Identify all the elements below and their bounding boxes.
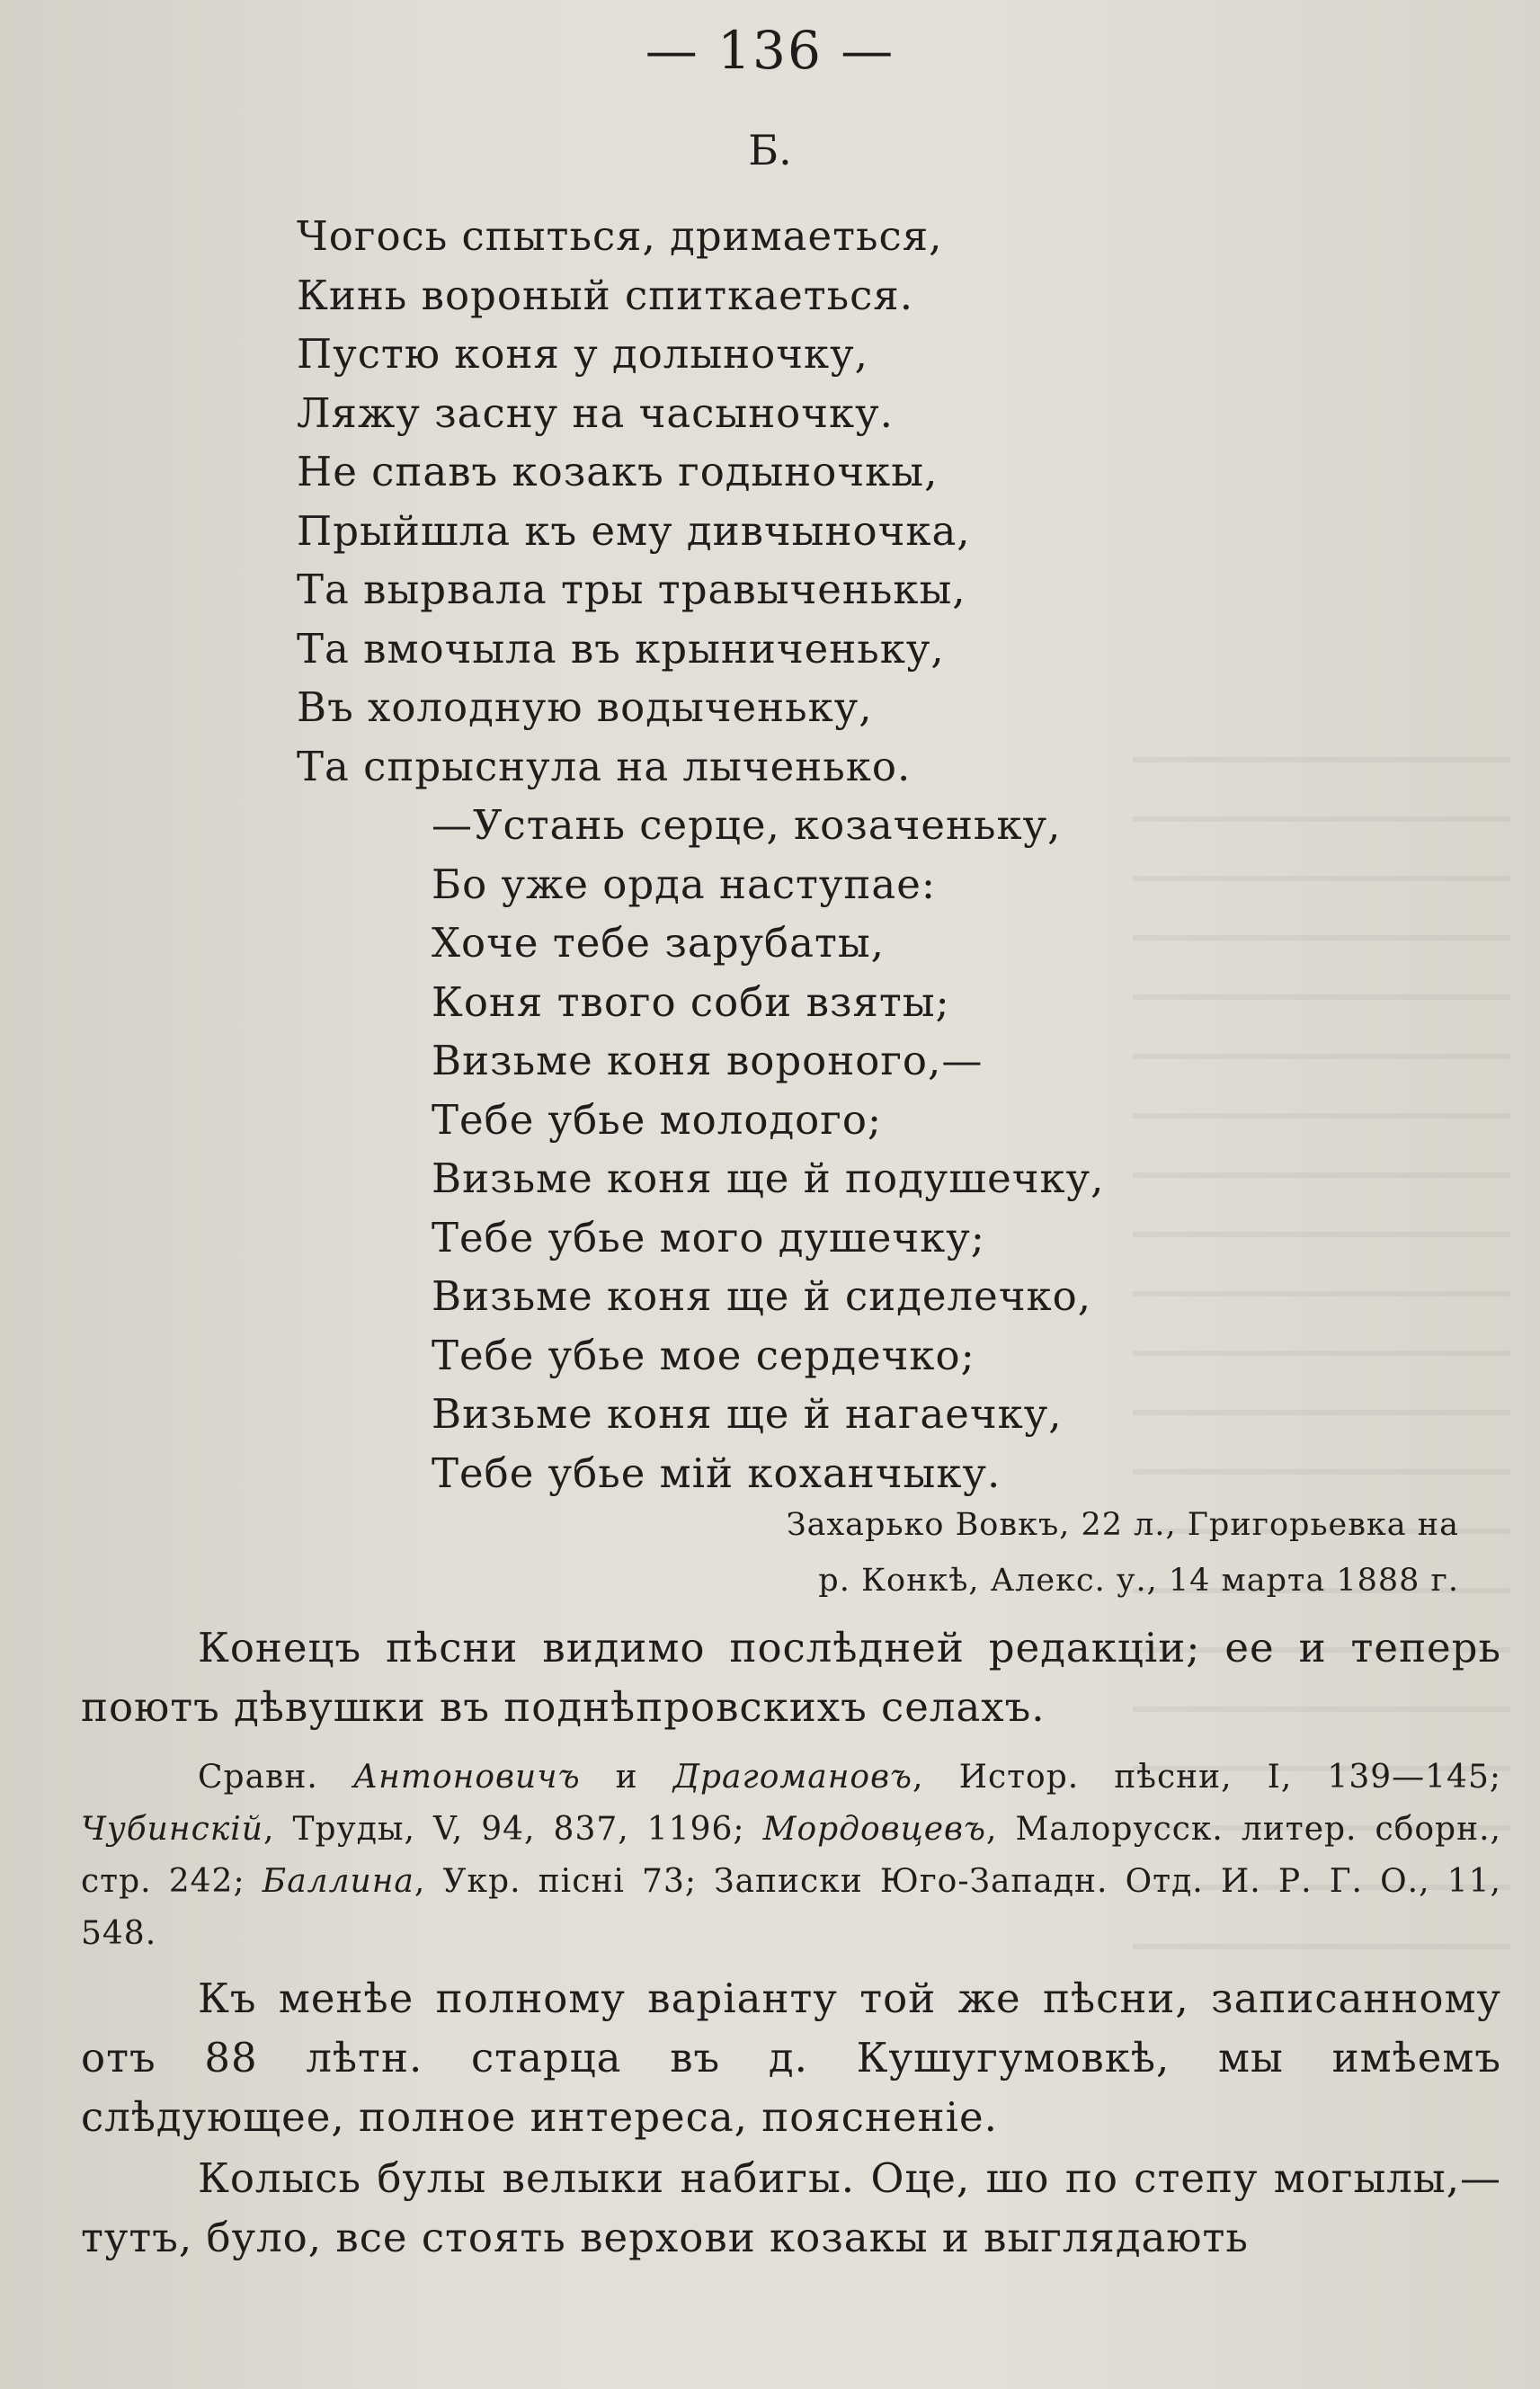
reference-author: Драгомановъ xyxy=(672,1759,913,1796)
poem-line: Пустю коня у долыночку, xyxy=(297,330,868,378)
poem-line: Кинь вороный спиткаеться. xyxy=(297,271,914,319)
poem-line: Визьме коня ще й нагаечку, xyxy=(432,1390,1063,1438)
reference-author: Мордовцевъ xyxy=(762,1811,986,1848)
page-number: — 136 — xyxy=(645,20,895,81)
poem-line: Та спрыснула на лыченько. xyxy=(297,742,912,790)
reference-text: , Истор. пѣсни, I, 139—145; xyxy=(912,1759,1501,1796)
attribution-line: Захарько Вовкъ, 22 л., Григорьевка на xyxy=(786,1507,1459,1543)
attribution-line: р. Конкѣ, Алекс. у., 14 марта 1888 г. xyxy=(818,1563,1459,1599)
poem-line: Визьме коня ще й подушечку, xyxy=(432,1154,1105,1202)
section-label: Б. xyxy=(748,126,792,174)
poem-line: —Устань серце, козаченьку, xyxy=(432,801,1062,849)
reference-text: , Укр. пісні 73; Записки Юго-Западн. Отд. И. Р. Г. О., 11, 548. xyxy=(81,1863,1501,1952)
poem xyxy=(297,207,1104,1502)
poem-line: Ляжу засну на часыночку. xyxy=(297,388,894,437)
poem-line: Прыйшла къ ему дивчыночка, xyxy=(297,506,971,555)
poem-line: Визьме коня вороного,— xyxy=(432,1037,984,1084)
reference-author: Чубинскій xyxy=(81,1811,263,1848)
poem-line: Въ холодную водыченьку, xyxy=(297,683,873,731)
reference-text: , Малорусск. литер. сборн., стр. 242; xyxy=(81,1811,1501,1900)
poem-line: Коня твого соби взяты; xyxy=(432,977,950,1026)
reference-text: и xyxy=(580,1759,673,1796)
paragraph-variant: Къ менѣе полному варіанту той же пѣсни, записанному отъ 88 лѣтн. старца въ д. Кушугумовкѣ, мы имѣемъ слѣдующее, полное интереса, поясненіе. xyxy=(81,1974,1501,2141)
reference-author: Антоновичъ xyxy=(352,1759,581,1796)
reference-author: Баллина xyxy=(262,1863,414,1900)
poem-line: Та вмочыла въ крыниченьку, xyxy=(297,624,945,673)
reference-text: , Труды, V, 94, 837, 1196; xyxy=(263,1811,763,1848)
poem-line: Чогось спыться, дримаеться, xyxy=(297,212,943,260)
poem-line: Тебе убье мого душечку; xyxy=(432,1213,985,1261)
poem-line: Визьме коня ще й сиделечко, xyxy=(432,1272,1092,1320)
reference-note xyxy=(81,1752,1501,1960)
poem-line: Тебе убье мое сердечко; xyxy=(432,1331,975,1379)
paragraph-narrative: Колысь булы велыки набигы. Оце, шо по степу могылы,—тутъ, було, все стоять верхови козакы и выглядають xyxy=(81,2154,1501,2261)
poem-line: Не спавъ козакъ годыночкы, xyxy=(297,448,939,495)
attribution xyxy=(787,1497,1459,1609)
poem-line: Та вырвала тры травыченькы, xyxy=(297,566,966,613)
poem-line: Бо уже орда наступае: xyxy=(432,860,937,908)
paragraph-commentary: Конецъ пѣсни видимо послѣдней редакціи; ее и теперь поютъ дѣвушки въ поднѣпровскихъ селахъ. xyxy=(81,1624,1501,1731)
poem-line: Тебе убье мій коханчыку. xyxy=(432,1449,1001,1497)
reference-text: Сравн. xyxy=(198,1759,318,1796)
poem-line: Тебе убье молодого; xyxy=(432,1095,883,1144)
poem-line: Хоче тебе зарубаты, xyxy=(432,919,885,967)
